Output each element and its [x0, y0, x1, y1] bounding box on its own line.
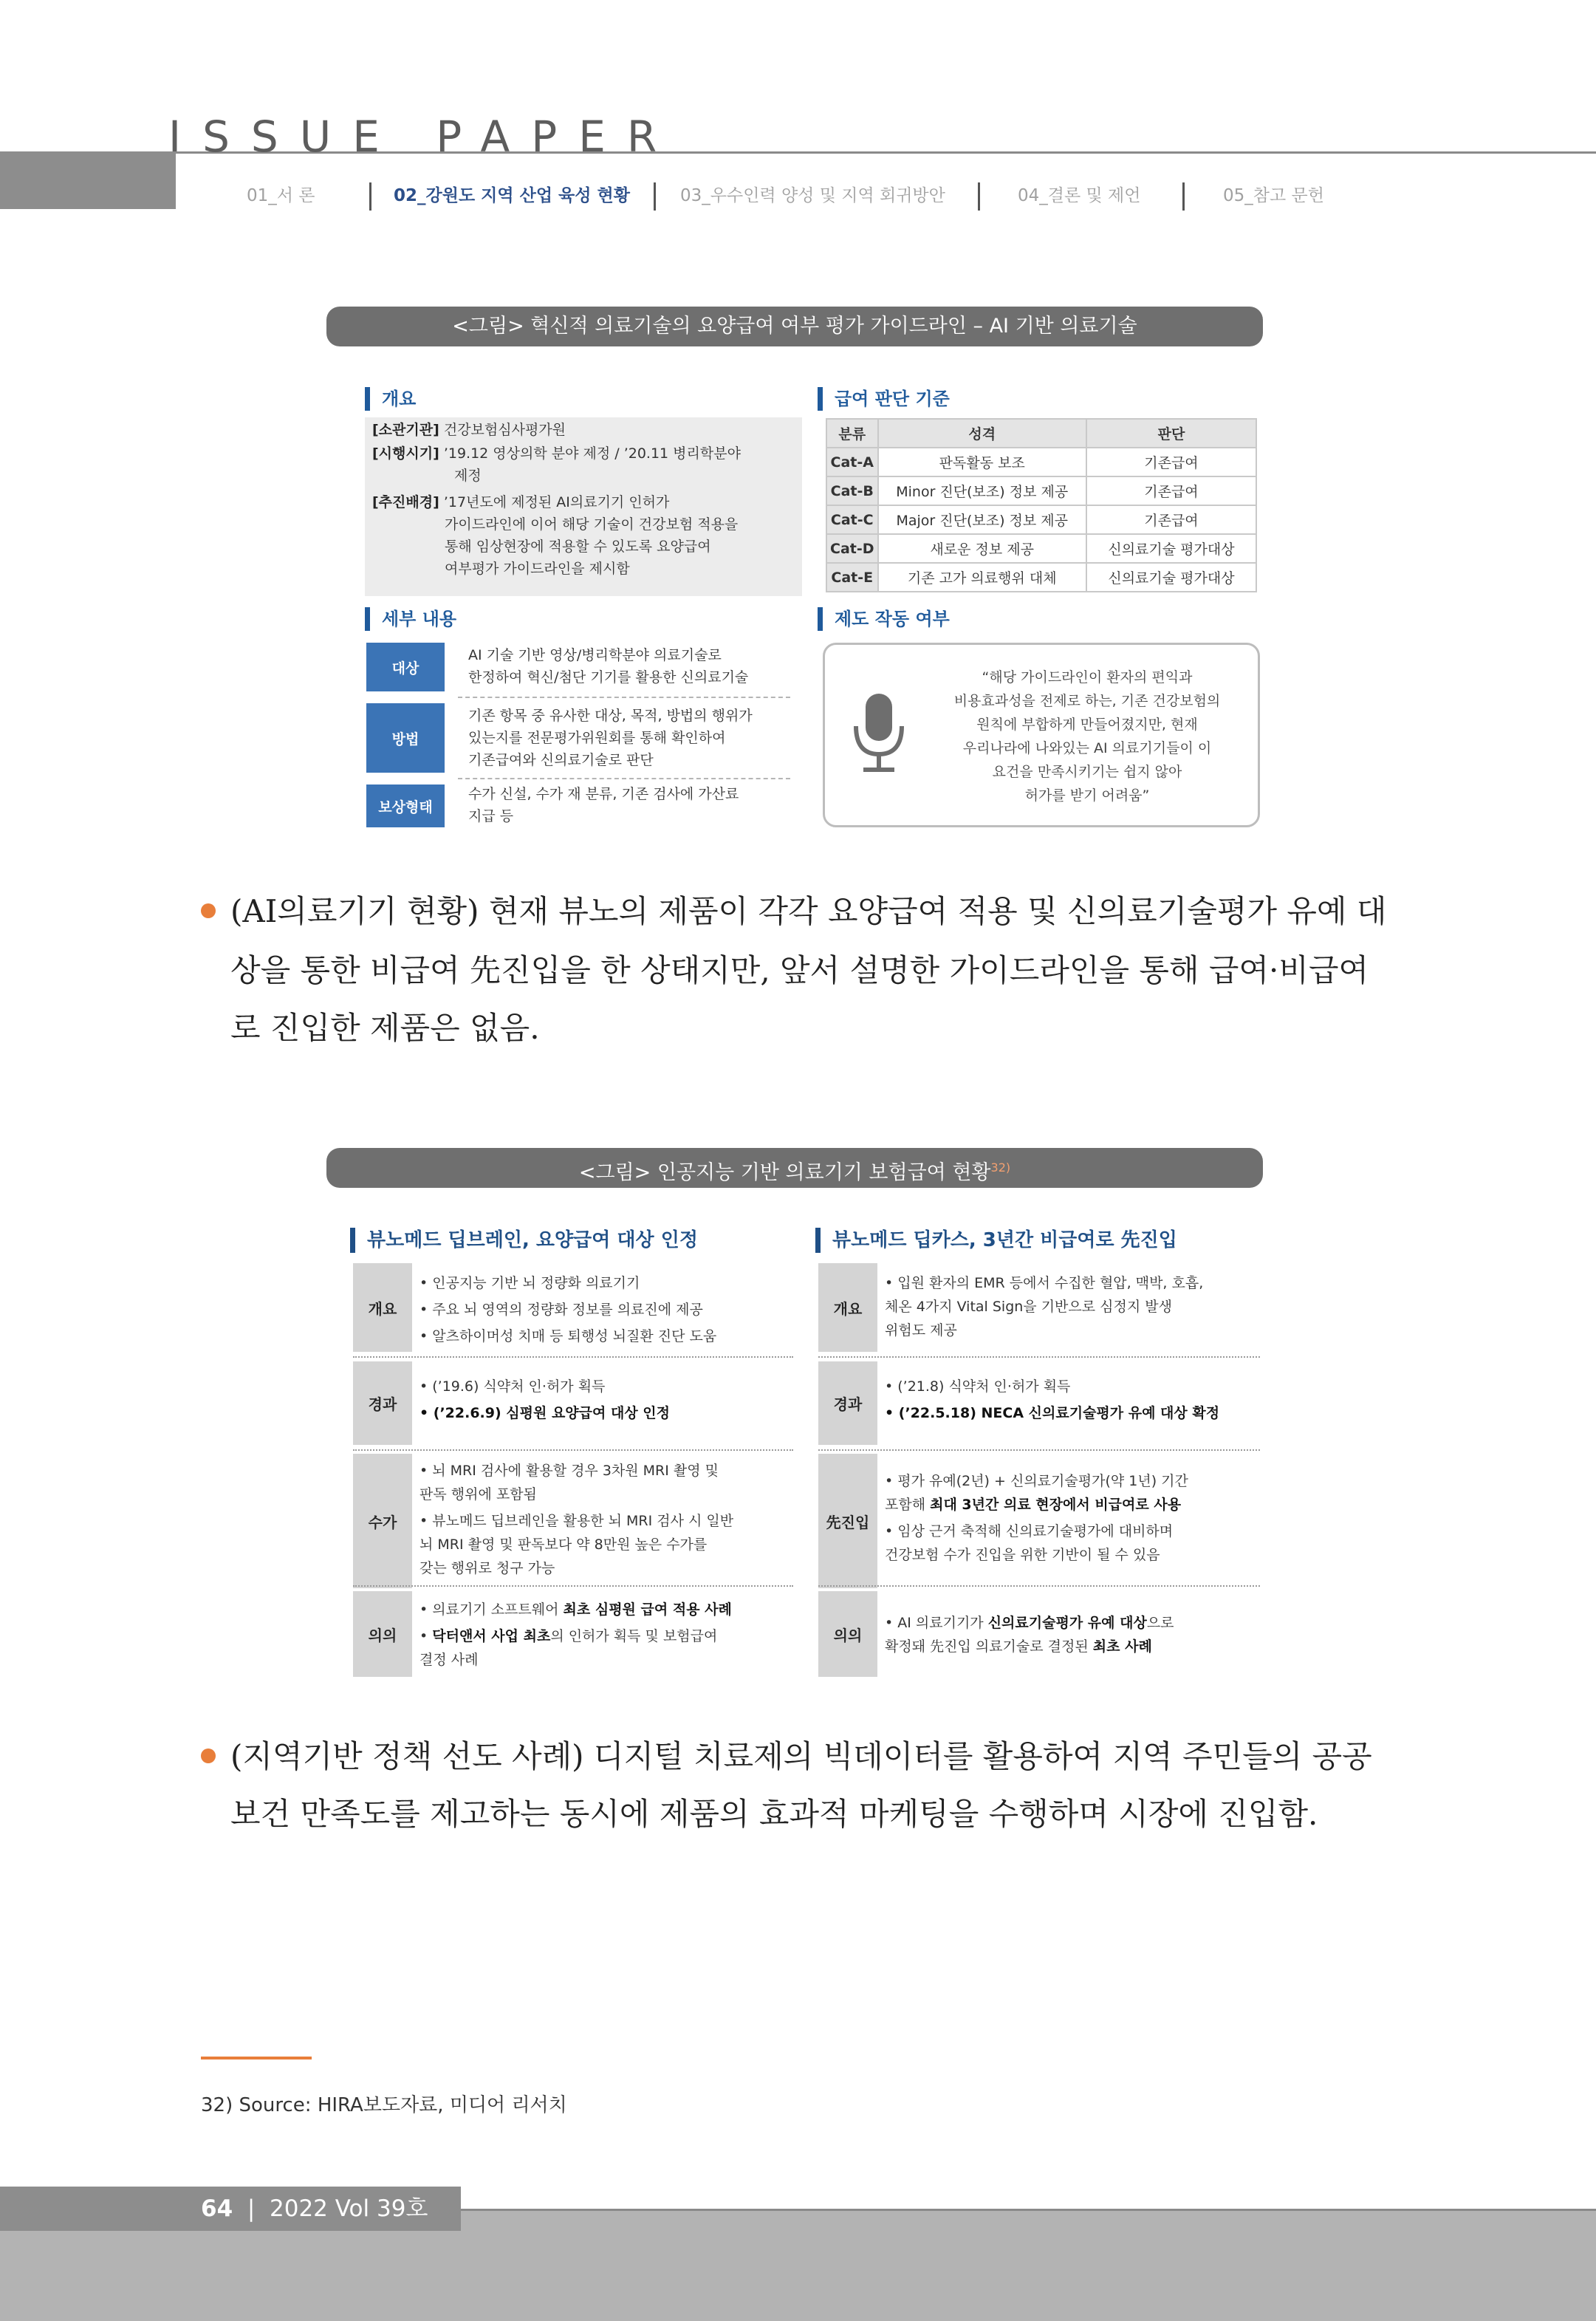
table-cell: 판독활동 보조: [878, 448, 1086, 476]
overview-line: 제정: [454, 468, 482, 484]
detail-label-method: 방법: [366, 703, 445, 773]
row-text: 체온 4가지 Vital Sign을 기반으로 심정지 발생: [885, 1299, 1172, 1315]
row-text: 뇌 MRI 촬영 및 판독보다 약 8만원 높은 수가를: [419, 1536, 708, 1553]
detail-text: 기존급여와 신의료기술로 판단: [468, 752, 654, 768]
details-heading: 세부 내용: [365, 607, 456, 631]
detail-text: 한정하여 혁신/첨단 기기를 활용한 신의료기술: [468, 669, 749, 686]
right-panel-heading: 뷰노메드 딥카스, 3년간 비급여로 先진입: [815, 1228, 1177, 1253]
table-row: [826, 505, 1256, 534]
page-number: 64 | 2022 Vol 39호: [201, 2195, 428, 2222]
header-block: [0, 151, 176, 209]
overview-heading: 개요: [365, 387, 416, 411]
table-row: [826, 534, 1256, 563]
row-label-overview: 개요: [818, 1263, 877, 1352]
overview-line: 가이드라인에 이어 해당 기술이 건강보험 적용을: [445, 516, 739, 533]
table-row: [826, 448, 1256, 476]
row-text: 건강보험 수가 진입을 위한 기반이 될 수 있음: [885, 1547, 1160, 1563]
issue-label: 2022 Vol 39호: [270, 2195, 428, 2222]
nav-item-talent[interactable]: 03_우수인력 양성 및 지역 회귀방안: [680, 186, 945, 205]
table-cell: Cat-C: [826, 505, 878, 534]
row-text: • 뷰노메드 딥브레인을 활용한 뇌 MRI 검사 시 일반: [419, 1513, 734, 1529]
divider: [458, 778, 790, 779]
row-text: • (’21.8) 식약처 인·허가 획득: [885, 1378, 1071, 1395]
row-text: • 닥터앤서 사업 최초의 인허가 획득 및 보험급여: [419, 1628, 718, 1644]
divider: [818, 1449, 1260, 1451]
nav-item-industry[interactable]: 02_강원도 지역 산업 육성 현황: [394, 186, 630, 205]
table-cell: Cat-A: [826, 448, 878, 476]
quote-line: 원칙에 부합하게 만들어졌지만, 현재: [976, 717, 1198, 733]
divider: [353, 1356, 793, 1358]
row-text: • (’22.6.9) 심평원 요양급여 대상 인정: [419, 1405, 671, 1421]
table-cell: Minor 진단(보조) 정보 제공: [878, 476, 1086, 505]
row-text: • 뇌 MRI 검사에 활용할 경우 3차원 MRI 촬영 및: [419, 1463, 719, 1479]
divider: [458, 697, 790, 698]
paragraph-line: (AI의료기기 현황) 현재 뷰노의 제품이 각각 요양급여 적용 및 신의료기술평가 유예 대: [230, 893, 1387, 929]
table-cell: 기존급여: [1086, 505, 1256, 534]
quote-line: 요건을 만족시키기는 쉽지 않아: [992, 764, 1182, 780]
row-label-progress: 경과: [353, 1361, 412, 1445]
criteria-table: [826, 418, 1257, 592]
figure-caption: [326, 1148, 1263, 1188]
nav-separator: [369, 182, 371, 211]
quote-line: 우리나라에 나와있는 AI 의료기기들이 이: [962, 740, 1212, 756]
table-header-row: [826, 419, 1256, 448]
row-text: 갖는 행위로 청구 가능: [419, 1560, 555, 1576]
table-cell: 기존급여: [1086, 448, 1256, 476]
row-text: 판독 행위에 포함됨: [419, 1486, 537, 1503]
footnote-rule: [201, 2057, 312, 2059]
paragraph-line: 보건 만족도를 제고하는 동시에 제품의 효과적 마케팅을 수행하며 시장에 진입함.: [230, 1796, 1318, 1832]
row-text: • 입원 환자의 EMR 등에서 수집한 혈압, 맥박, 호흡,: [885, 1275, 1204, 1291]
table-cell: 새로운 정보 제공: [878, 534, 1086, 563]
detail-label-target: 대상: [366, 643, 445, 691]
nav-item-references[interactable]: 05_참고 문헌: [1223, 186, 1324, 205]
row-label-fee: 수가: [353, 1454, 412, 1588]
table-cell: Major 진단(보조) 정보 제공: [878, 505, 1086, 534]
microphone-icon: [846, 691, 912, 779]
column-header: 판단: [1086, 419, 1256, 448]
table-cell: 기존 고가 의료행위 대체: [878, 563, 1086, 592]
overview-line: 통해 임상현장에 적용할 수 있도록 요양급여: [445, 539, 711, 555]
row-text: 결정 사례: [419, 1652, 479, 1668]
row-text: • 알츠하이머성 치매 등 퇴행성 뇌질환 진단 도움: [419, 1328, 717, 1344]
quote-line: “해당 가이드라인이 환자의 편익과: [982, 669, 1193, 686]
table-cell: Cat-E: [826, 563, 878, 592]
table-cell: Cat-B: [826, 476, 878, 505]
left-panel-heading: 뷰노메드 딥브레인, 요양급여 대상 인정: [350, 1228, 698, 1253]
bullet-icon: [201, 1749, 216, 1763]
row-label-overview: 개요: [353, 1263, 412, 1352]
table-cell: 기존급여: [1086, 476, 1256, 505]
publication-title: ISSUE PAPER: [168, 112, 679, 162]
row-text: • 주요 뇌 영역의 정량화 정보를 의료진에 제공: [419, 1302, 703, 1318]
nav-item-conclusion[interactable]: 04_결론 및 제언: [1018, 186, 1141, 205]
quote-line: 비용효과성을 전제로 하는, 기존 건강보험의: [953, 693, 1221, 709]
row-text: • AI 의료기기가 신의료기술평가 유예 대상으로: [885, 1615, 1174, 1631]
operation-heading: 제도 작동 여부: [818, 607, 950, 631]
footnote-ref: 32): [990, 1160, 1011, 1175]
divider: [818, 1585, 1260, 1587]
paragraph-line: 로 진입한 제품은 없음.: [230, 1010, 540, 1046]
detail-text: 지급 등: [468, 808, 514, 824]
table-cell: 신의료기술 평가대상: [1086, 534, 1256, 563]
row-text: • (’19.6) 식약처 인·허가 획득: [419, 1378, 606, 1395]
row-label-early-entry: 先진입: [818, 1454, 877, 1588]
figure-caption: <그림> 혁신적 의료기술의 요양급여 여부 평가 가이드라인 – AI 기반 의료기술: [326, 307, 1263, 346]
row-label-progress: 경과: [818, 1361, 877, 1445]
quote-line: 허가를 받기 어려움”: [1024, 787, 1150, 804]
divider: [818, 1356, 1260, 1358]
table-cell: 신의료기술 평가대상: [1086, 563, 1256, 592]
paragraph-line: 상을 통한 비급여 先진입을 한 상태지만, 앞서 설명한 가이드라인을 통해 급여·비급여: [230, 952, 1369, 988]
nav-separator: [978, 182, 980, 211]
table-row: [826, 476, 1256, 505]
overview-line: [소관기관] 건강보험심사평가원: [372, 422, 566, 438]
table-cell: Cat-D: [826, 534, 878, 563]
nav-separator: [654, 182, 656, 211]
quote-box: [823, 643, 1260, 827]
detail-text: 있는지를 전문평가위원회를 통해 확인하여: [468, 730, 726, 746]
row-label-significance: 의의: [353, 1591, 412, 1677]
nav-separator: [1182, 182, 1185, 211]
bullet-icon: [201, 903, 216, 918]
page-number-value: 64: [201, 2195, 233, 2222]
detail-text: 수가 신설, 수가 재 분류, 기존 검사에 가산료: [468, 786, 739, 802]
row-text: • 평가 유예(2년) + 신의료기술평가(약 1년) 기간: [885, 1473, 1188, 1489]
row-text: 확정돼 先진입 의료기술로 결정된 최초 사례: [885, 1638, 1152, 1655]
column-header: 분류: [826, 419, 878, 448]
divider: [353, 1449, 793, 1451]
footnote: 32) Source: HIRA보도자료, 미디어 리서치: [201, 2094, 567, 2116]
detail-text: 기존 항목 중 유사한 대상, 목적, 방법의 행위가: [468, 708, 753, 724]
row-text: 포함해 최대 3년간 의료 현장에서 비급여로 사용: [885, 1497, 1182, 1513]
overview-box: [365, 417, 802, 596]
row-text: • 의료기기 소프트웨어 최초 심평원 급여 적용 사례: [419, 1602, 732, 1618]
detail-label-compensation: 보상형태: [366, 785, 445, 827]
nav-item-intro[interactable]: 01_서 론: [247, 186, 315, 205]
figure-caption-text: <그림> 인공지능 기반 의료기기 보험급여 현황: [578, 1161, 991, 1184]
row-text: • 인공지능 기반 뇌 정량화 의료기기: [419, 1275, 640, 1291]
row-label-significance: 의의: [818, 1591, 877, 1677]
footer-rule: [461, 2209, 1596, 2211]
row-text: • (’22.5.18) NECA 신의료기술평가 유예 대상 확정: [885, 1405, 1220, 1421]
overview-line: [추진배경] ’17년도에 제정된 AI의료기기 인허가: [372, 494, 670, 510]
paragraph-line: (지역기반 정책 선도 사례) 디지털 치료제의 빅데이터를 활용하여 지역 주민들의 공공: [230, 1738, 1372, 1774]
row-text: • 임상 근거 축적해 신의료기술평가에 대비하며: [885, 1523, 1174, 1539]
table-row: [826, 563, 1256, 592]
overview-line: 여부평가 가이드라인을 제시함: [445, 561, 630, 577]
row-text: 위험도 제공: [885, 1322, 957, 1339]
detail-text: AI 기술 기반 영상/병리학분야 의료기술로: [468, 647, 722, 663]
criteria-heading: 급여 판단 기준: [818, 387, 950, 411]
divider: [353, 1585, 793, 1587]
overview-line: [시행시기] ’19.12 영상의학 분야 제정 / ’20.11 병리학분야: [372, 445, 741, 462]
column-header: 성격: [878, 419, 1086, 448]
